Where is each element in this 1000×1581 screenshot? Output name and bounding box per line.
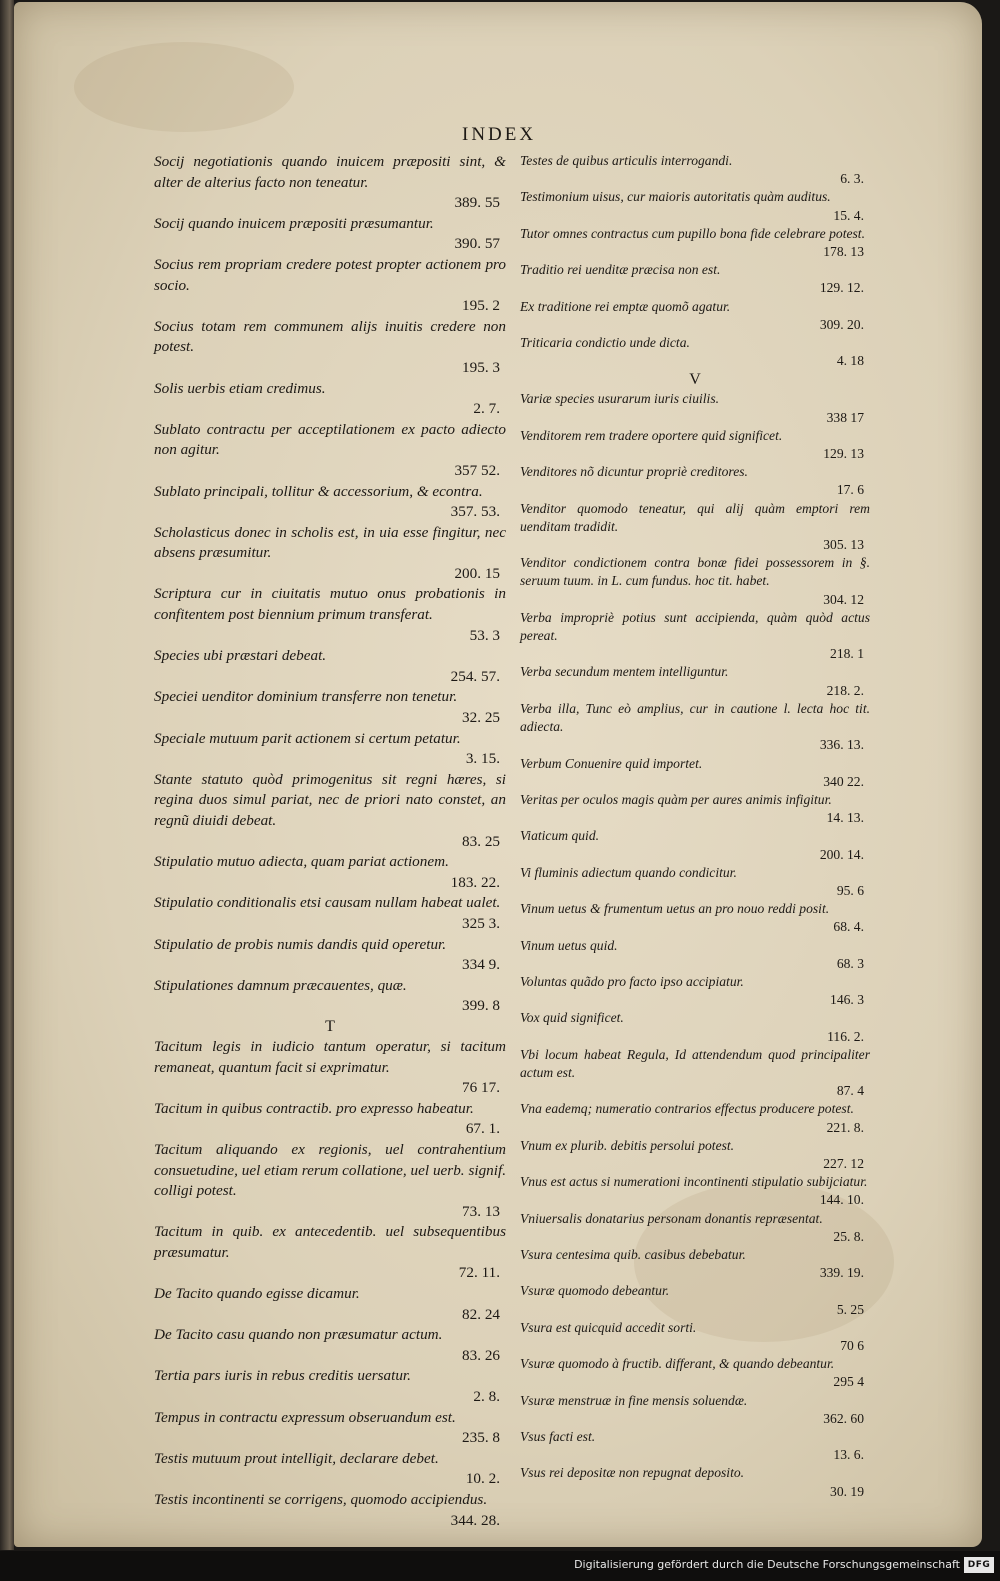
entry-locator: 70 6 xyxy=(840,1338,864,1353)
entry-locator: 4. 18 xyxy=(836,353,864,369)
entry-text: Testis incontinenti se corrigens, quomodo accipiendus. xyxy=(154,1491,488,1508)
index-entry xyxy=(520,554,870,609)
entry-locator: 146. 3 xyxy=(830,992,864,1008)
entry-text: Vniuersalis donatarius personam donantis repræsentat. xyxy=(520,1210,823,1226)
index-entry xyxy=(520,1319,870,1355)
entry-text: Vsuræ menstruæ in fine mensis soluendæ. xyxy=(520,1392,748,1408)
index-entry xyxy=(154,255,506,317)
entry-locator: 32. 25 xyxy=(462,709,500,727)
entry-locator: 14. 13. xyxy=(826,810,864,826)
entry-text: Socius totam rem communem alijs inuitis credere non potest. xyxy=(154,317,506,356)
entry-locator: 53. 3 xyxy=(469,626,500,644)
entry-locator: 3. 15. xyxy=(465,750,500,768)
entry-locator: 72. 11. xyxy=(458,1264,500,1282)
entry-locator: 390. 57 xyxy=(454,235,500,253)
entry-locator: 389. 55 xyxy=(454,194,500,212)
index-entry xyxy=(520,1009,870,1045)
index-entry xyxy=(520,1137,870,1173)
index-entry xyxy=(520,1046,870,1101)
entry-text: Stipulationes damnum præcauentes, quæ. xyxy=(154,976,407,994)
section-letter: T xyxy=(325,1017,335,1035)
entry-locator: 87. 4 xyxy=(836,1083,864,1099)
entry-locator: 6. 3. xyxy=(840,171,864,187)
index-entry xyxy=(154,935,506,976)
entry-text: Scriptura cur in ciuitatis mutuo onus probationis in confitentem post biennium primum transferat. xyxy=(154,585,506,624)
entry-locator: 68. 4. xyxy=(833,919,864,935)
entry-locator: 82. 24 xyxy=(462,1305,500,1323)
index-entry xyxy=(520,334,870,370)
entry-locator: 200. 14. xyxy=(819,846,864,862)
index-entry xyxy=(520,663,870,699)
entry-text: Vinum uetus quid. xyxy=(520,937,618,953)
entry-locator: 13. 6. xyxy=(833,1447,864,1463)
index-entry xyxy=(520,1282,870,1318)
entry-locator: 200. 15 xyxy=(454,564,500,582)
index-entry xyxy=(154,482,506,523)
entry-locator: 235. 8 xyxy=(462,1429,500,1447)
index-entry xyxy=(520,261,870,297)
entry-locator: 68. 3 xyxy=(836,955,864,971)
entry-text: Tempus in contractu expressum obseruandum est. xyxy=(154,1408,456,1426)
entry-text: Testimonium uisus, cur maioris autoritatis quàm auditus. xyxy=(520,189,831,205)
index-entry xyxy=(520,463,870,499)
index-entry xyxy=(520,700,870,755)
entry-text: Verba illa, Tunc eò amplius, cur in cautione l. lecta hoc tit. adiecta. xyxy=(520,700,870,735)
entry-text: Sublato principali, tollitur & accessorium, & econtra. xyxy=(154,482,483,500)
index-entry xyxy=(154,852,506,893)
entry-locator: 325 3. xyxy=(462,914,500,932)
entry-locator: 195. 3 xyxy=(462,358,500,376)
entry-text: Vsura est quicquid accedit sorti. xyxy=(520,1319,697,1335)
entry-text: Triticaria condictio unde dicta. xyxy=(520,335,690,351)
entry-locator: 129. 12. xyxy=(819,280,864,296)
entry-text: Scholasticus donec in scholis est, in uia esse fingitur, nec absens præsumitur. xyxy=(154,523,506,562)
entry-locator: 195. 2 xyxy=(462,297,500,315)
entry-locator: 295 4 xyxy=(833,1374,864,1390)
entry-text: Ex traditione rei emptæ quomõ agatur. xyxy=(520,298,731,314)
entry-locator: 30. 19 xyxy=(830,1483,864,1499)
index-entry xyxy=(520,1428,870,1464)
entry-locator: 221. 8. xyxy=(826,1119,864,1135)
index-entry xyxy=(520,390,870,426)
index-entry xyxy=(154,893,506,934)
index-entry xyxy=(520,1464,870,1500)
entry-locator: 2. 7. xyxy=(473,400,500,418)
funding-credit: Digitalisierung gefördert durch die Deutsche Forschungsgemeinschaft xyxy=(574,1558,960,1571)
index-entry xyxy=(154,1490,506,1531)
entry-text: Stipulatio conditionalis etsi causam nullam habeat ualet. xyxy=(154,894,501,912)
index-entry xyxy=(520,1355,870,1391)
index-column-left xyxy=(154,152,506,1531)
entry-locator: 305. 13 xyxy=(823,537,864,553)
entry-text: Tacitum in quib. ex antecedentib. uel subsequentibus præsumatur. xyxy=(154,1223,506,1261)
index-entry xyxy=(520,1173,870,1209)
entry-text: Voluntas quãdo pro facto ipso accipiatur. xyxy=(520,973,744,989)
entry-text: Venditores nõ dicuntur propriè creditores. xyxy=(520,464,748,480)
entry-text: Speciale mutuum parit actionem si certum petatur. xyxy=(154,729,461,747)
entry-text: Testis mutuum prout intelligit, declarare debet. xyxy=(154,1449,439,1467)
entry-text: De Tacito casu quando non præsumatur actum. xyxy=(154,1326,443,1344)
index-entry xyxy=(154,687,506,728)
entry-locator: 25. 8. xyxy=(833,1228,864,1244)
entry-text: Verba secundum mentem intelliguntur. xyxy=(520,664,729,680)
index-entry xyxy=(520,1246,870,1282)
entry-locator: 83. 25 xyxy=(462,832,500,850)
entry-text: Venditor quomodo teneatur, qui alij quàm emptori rem uenditam tradidit. xyxy=(520,500,870,534)
index-entry xyxy=(520,298,870,334)
index-entry xyxy=(520,1392,870,1428)
entry-locator: 334 9. xyxy=(462,956,500,974)
index-entry xyxy=(154,584,506,646)
entry-text: Tacitum aliquando ex regionis, uel contrahentium consuetudine, uel etiam rerum collatione, uel uerb. signif. colligi potest. xyxy=(154,1140,506,1200)
index-column-right xyxy=(520,152,870,1501)
entry-text: De Tacito quando egisse dicamur. xyxy=(154,1285,360,1303)
entry-locator: 183. 22. xyxy=(450,873,500,891)
entry-text: Stipulatio de probis numis dandis quid operetur. xyxy=(154,935,447,953)
index-entry xyxy=(154,1037,506,1099)
entry-locator: 336. 13. xyxy=(819,737,864,753)
entry-text: Vsus facti est. xyxy=(520,1429,596,1445)
page-header: INDEX xyxy=(462,124,537,145)
entry-text: Venditorem rem tradere oportere quid significet. xyxy=(520,427,783,443)
index-entry xyxy=(154,214,506,255)
index-entry xyxy=(154,152,506,214)
entry-locator: 218. 2. xyxy=(826,682,864,698)
entry-text: Socij negotiationis quando inuicem præpositi sint, & alter de alterius facto non teneatur. xyxy=(154,153,506,191)
index-entry xyxy=(154,729,506,770)
entry-text: Stipulatio mutuo adiecta, quam pariat actionem. xyxy=(154,853,449,871)
entry-locator: 340 22. xyxy=(823,773,864,789)
entry-text: Vsuræ quomodo debeantur. xyxy=(520,1283,670,1299)
index-entry xyxy=(154,1140,506,1222)
section-letter: V xyxy=(689,371,701,389)
entry-text: Tacitum in quibus contractib. pro expresso habeatur. xyxy=(154,1099,474,1117)
index-entry xyxy=(154,1408,506,1449)
index-entry xyxy=(154,1099,506,1140)
entry-text: Tutor omnes contractus cum pupillo bona fide celebrare potest. xyxy=(520,225,865,241)
entry-locator: 10. 2. xyxy=(465,1470,500,1488)
entry-locator: 227. 12 xyxy=(823,1155,864,1171)
book-edge xyxy=(0,0,14,1550)
entry-text: Speciei uenditor dominium transferre non tenetur. xyxy=(154,688,458,706)
entry-locator: 83. 26 xyxy=(462,1346,500,1364)
entry-text: Vnus est actus si numerationi incontinenti stipulatio subijciatur. xyxy=(520,1174,868,1190)
entry-locator: 357. 53. xyxy=(450,503,500,521)
entry-text: Variæ species usurarum iuris ciuilis. xyxy=(520,391,720,407)
index-entry xyxy=(154,976,506,1017)
entry-locator: 129. 13 xyxy=(823,446,864,462)
entry-text: Solis uerbis etiam credimus. xyxy=(154,379,326,397)
entry-locator: 144. 10. xyxy=(819,1192,864,1208)
entry-text: Tertia pars iuris in rebus creditis uersatur. xyxy=(154,1367,411,1385)
index-entry xyxy=(154,420,506,482)
entry-text: Tacitum legis in iudicio tantum operatur, si tacitum remaneat, quantum facit si exprimatur. xyxy=(154,1037,506,1076)
entry-text: Viaticum quid. xyxy=(520,828,600,844)
paper-stain xyxy=(74,42,294,132)
index-entry xyxy=(154,317,506,379)
index-entry xyxy=(520,225,870,261)
entry-locator: 218. 1 xyxy=(830,646,864,662)
index-entry xyxy=(154,523,506,585)
index-entry xyxy=(520,937,870,973)
index-entry xyxy=(154,1366,506,1407)
entry-text: Vnum ex plurib. debitis persolui potest. xyxy=(520,1137,735,1153)
entry-text: Species ubi præstari debeat. xyxy=(154,647,327,665)
entry-text: Vinum uetus & frumentum uetus an pro nouo reddi posit. xyxy=(520,901,830,917)
entry-text: Stante statuto quòd primogenitus sit regni hæres, si regina duos simul pariat, nec de priori nato constet, an regnũ diuidi debeat. xyxy=(154,770,506,829)
entry-locator: 304. 12 xyxy=(823,591,864,607)
index-entry xyxy=(520,152,870,188)
entry-locator: 399. 8 xyxy=(462,997,500,1015)
entry-text: Testes de quibus articulis interrogandi. xyxy=(520,153,733,168)
dfg-logo: DFG xyxy=(964,1557,994,1573)
entry-locator: 357 52. xyxy=(454,461,500,479)
entry-text: Vsus rei depositæ non repugnat deposito. xyxy=(520,1465,745,1481)
index-entry xyxy=(520,427,870,463)
index-entry xyxy=(520,864,870,900)
index-entry xyxy=(520,500,870,555)
index-entry xyxy=(520,827,870,863)
index-entry xyxy=(154,770,506,852)
index-entry xyxy=(154,1284,506,1325)
entry-text: Veritas per oculos magis quàm per aures animis infigitur. xyxy=(520,791,832,807)
entry-locator: 76 17. xyxy=(462,1079,500,1097)
entry-locator: 17. 6 xyxy=(836,482,864,498)
entry-locator: 344. 28. xyxy=(450,1511,500,1529)
entry-text: Vox quid significet. xyxy=(520,1010,624,1026)
index-entry xyxy=(154,1222,506,1284)
index-entry xyxy=(520,755,870,791)
entry-text: Verba impropriè potius sunt accipienda, quàm quòd actus pereat. xyxy=(520,609,870,644)
entry-text: Verbum Conuenire quid importet. xyxy=(520,755,703,771)
index-entry xyxy=(520,609,870,664)
entry-locator: 5. 25 xyxy=(836,1301,864,1317)
entry-text: Traditio rei uenditæ præcisa non est. xyxy=(520,262,721,278)
entry-text: Vi fluminis adiectum quando condicitur. xyxy=(520,864,737,880)
index-entry xyxy=(520,1210,870,1246)
entry-text: Venditor condictionem contra bonæ fidei possessorem in §. seruum tuum. in L. cum fundus. hoc tit. habet. xyxy=(520,555,870,589)
entry-locator: 338 17 xyxy=(826,409,864,425)
entry-locator: 309. 20. xyxy=(819,316,864,332)
entry-locator: 95. 6 xyxy=(836,882,864,898)
entry-text: Vsura centesima quib. casibus debebatur. xyxy=(520,1246,746,1262)
entry-locator: 73. 13 xyxy=(462,1202,500,1220)
index-entry xyxy=(520,900,870,936)
index-entry xyxy=(154,1449,506,1490)
entry-text: Socius rem propriam credere potest propter actionem pro socio. xyxy=(154,255,506,294)
entry-text: Sublato contractu per acceptilationem ex pacto adiecto non agitur. xyxy=(154,420,506,459)
index-entry xyxy=(154,379,506,420)
index-entry xyxy=(520,1100,870,1136)
entry-text: Socij quando inuicem præpositi præsumantur. xyxy=(154,214,434,232)
index-entry xyxy=(154,1325,506,1366)
entry-text: Vna eademq; numeratio contrarios effectus producere potest. xyxy=(520,1101,854,1117)
entry-locator: 178. 13 xyxy=(823,244,864,260)
entry-locator: 116. 2. xyxy=(827,1028,864,1044)
entry-locator: 339. 19. xyxy=(819,1265,864,1281)
entry-locator: 362. 60 xyxy=(823,1410,864,1426)
index-entry xyxy=(154,646,506,687)
index-entry xyxy=(520,973,870,1009)
entry-locator: 2. 8. xyxy=(473,1388,500,1406)
index-entry xyxy=(520,188,870,224)
entry-locator: 254. 57. xyxy=(450,667,500,685)
digitization-footer xyxy=(0,1551,1000,1581)
entry-locator: 15. 4. xyxy=(833,207,864,223)
entry-locator: 67. 1. xyxy=(465,1120,500,1138)
entry-text: Vsuræ quomodo à fructib. differant, & quando debeantur. xyxy=(520,1356,835,1372)
entry-text: Vbi locum habeat Regula, Id attendendum quod principaliter actum est. xyxy=(520,1046,870,1080)
index-entry xyxy=(520,791,870,827)
